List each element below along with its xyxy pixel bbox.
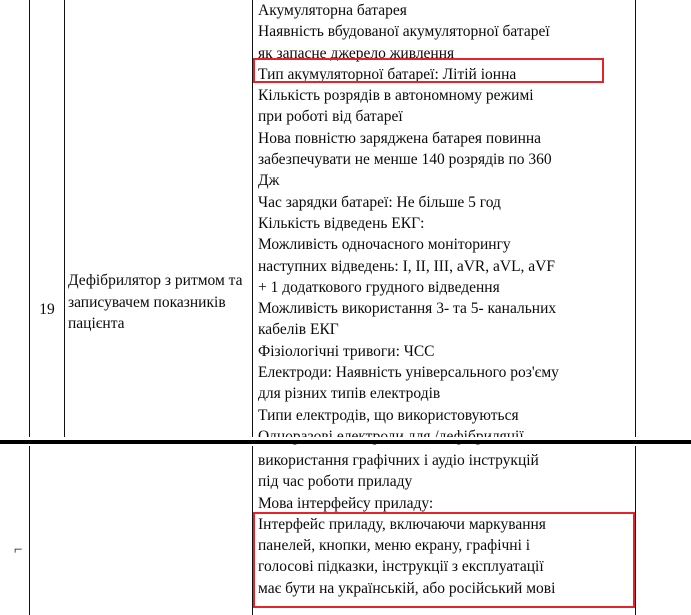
spec-line: кабелів ЕКГ (258, 321, 339, 339)
spec-line: Наявність вбудованої акумуляторної батареї (258, 23, 550, 41)
spec-line: під час роботи приладу (258, 473, 413, 491)
column-rule-left (29, 0, 30, 440)
column-rule-right-bottom (635, 446, 636, 615)
spec-line: Мова інтерфейсу приладу: (258, 494, 434, 512)
spec-line-highlighted: панелей, кнопки, меню екрану, графічні і (258, 537, 531, 555)
spec-line-highlighted: Тип акумуляторної батареї: Літій іонна (258, 65, 517, 83)
spec-line: Час зарядки батареї: Не більше 5 год (258, 193, 501, 211)
spec-line-highlighted: Інтерфейс приладу, включаючи маркування (258, 515, 546, 533)
spec-line: при роботі від батареї (258, 108, 403, 126)
spec-line: Фізіологічні тривоги: ЧСС (258, 342, 435, 360)
spec-line-highlighted: голосові підказки, інструкції з експлуатації (258, 558, 544, 576)
table-row-number: 19 (39, 301, 55, 318)
spec-line: наступних відведень: I, II, III, aVR, aVL, aVF (258, 257, 555, 275)
spec-line: Можливість використання 3- та 5- канальних (258, 300, 557, 318)
spec-line: + 1 додаткового грудного відведення (258, 278, 500, 296)
spec-line: Акумуляторна батарея (258, 2, 407, 19)
spec-line: Кількість розрядів в автономному режимі (258, 87, 534, 105)
spec-line: Електроди: Наявність універсального роз'єму (258, 364, 559, 382)
column-rule-name-spec (252, 0, 253, 440)
column-rule-number-name (64, 0, 65, 440)
page-break-separator (0, 440, 691, 444)
row-marker-stub: ⌐ (14, 542, 23, 558)
table-cell-item-name (68, 270, 248, 335)
spec-line: використання графічних і аудіо інструкцій (258, 452, 539, 469)
spec-line: Нова повністю заряджена батарея повинна (258, 129, 542, 147)
column-rule-name-spec-bottom (252, 446, 253, 615)
spec-line: Типи електродів, що використовуються (258, 406, 519, 424)
column-rule-left-bottom (29, 446, 30, 615)
column-rule-right (635, 0, 636, 440)
item-name-text: Дефібрилятор з ритмом та записувачем показників пацієнта (68, 272, 243, 332)
spec-line: Дж (258, 172, 280, 190)
table-cell-specification (258, 0, 630, 447)
spec-line-highlighted: має бути на українській, або російський мові (258, 579, 556, 597)
spec-line: як запасне джерело живлення (258, 44, 455, 62)
spec-line: забезпечувати не менше 140 розрядів по 360 (258, 151, 552, 169)
spec-line: Кількість відведень ЕКГ: (258, 214, 425, 232)
table-section-bottom (0, 446, 691, 615)
table-cell-specification-bottom (258, 450, 630, 599)
spec-line: для різних типів електродів (258, 385, 441, 403)
spec-line: Можливість одночасного моніторингу (258, 236, 511, 254)
